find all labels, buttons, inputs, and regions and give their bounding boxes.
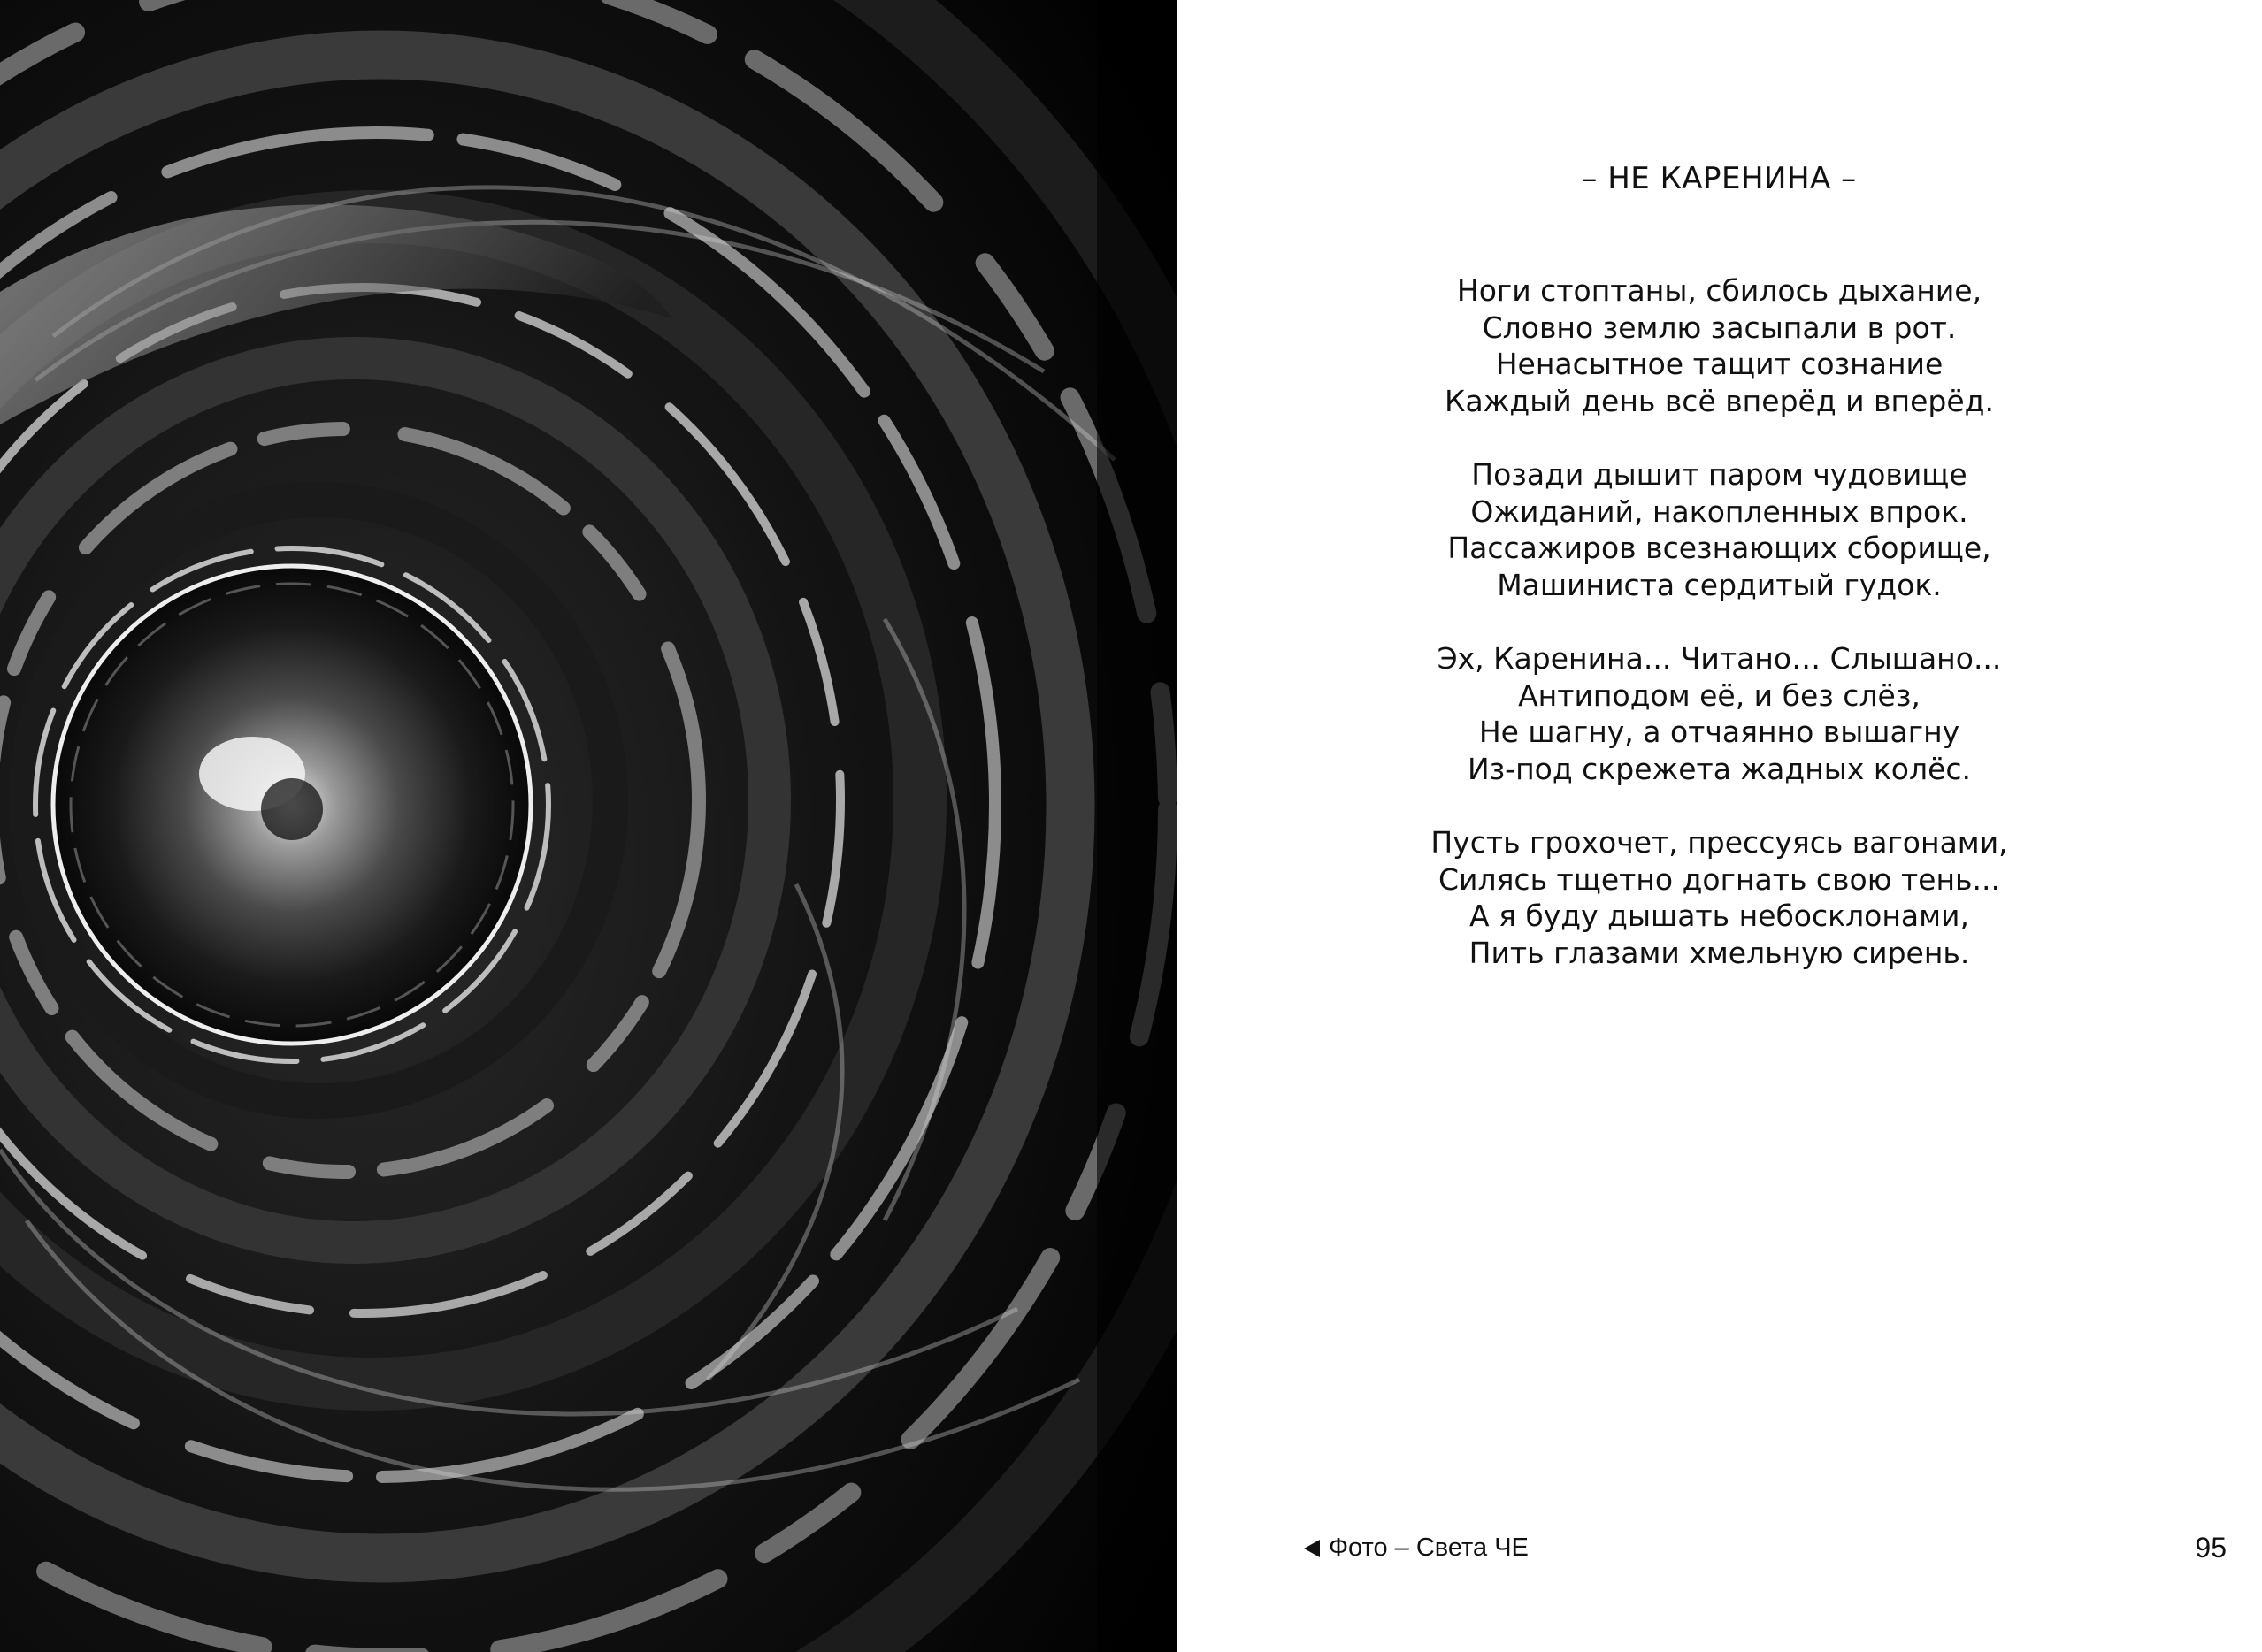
poem-line: Ноги стоптаны, сбилось дыхание, <box>1456 273 1982 308</box>
photo-credit <box>1304 1533 1529 1563</box>
page-number: 95 <box>2195 1532 2227 1564</box>
left-arrow-icon <box>1304 1540 1320 1557</box>
stanza-4 <box>1177 824 2262 971</box>
poem-line: Из-под скрежета жадных колёс. <box>1467 751 1972 786</box>
poem-line: Позади дышит паром чудовище <box>1471 457 1967 492</box>
poem-title: – НЕ КАРЕНИНА – <box>1582 161 1857 196</box>
poem-line: Не шагну, а отчаянно вышагну <box>1478 715 1960 749</box>
poem-line: Словно землю засыпали в рот. <box>1482 310 1957 345</box>
poem-line: Пить глазами хмельную сирень. <box>1468 935 1970 970</box>
poem-line: А я буду дышать небосклонами, <box>1469 899 1969 933</box>
poem-line: Эх, Каренина... Читано… Слышано... <box>1437 641 2002 676</box>
poem-body <box>1177 272 2262 1008</box>
poem-line: Пассажиров всезнающих сборище, <box>1447 531 1991 565</box>
photo-credit-text: Фото – Света ЧЕ <box>1329 1533 1529 1562</box>
poem-line: Пусть грохочет, прессуясь вагонами, <box>1430 825 2008 860</box>
poem-line: Антиподом её, и без слёз, <box>1518 677 1921 713</box>
text-page <box>1177 0 2262 1652</box>
poem-line: Ожиданий, накопленных впрок. <box>1470 493 1968 529</box>
poem-line: Ненасытное тащит сознание <box>1495 347 1944 381</box>
poem-line: Силясь тщетно догнать свою тень... <box>1438 861 2000 897</box>
stanza-2 <box>1177 456 2262 603</box>
poem-line: Каждый день всё вперёд и вперёд. <box>1445 383 1994 418</box>
stanza-1 <box>1177 272 2262 419</box>
stanza-3 <box>1177 640 2262 787</box>
poem-line: Машиниста сердитый гудок. <box>1497 567 1942 602</box>
